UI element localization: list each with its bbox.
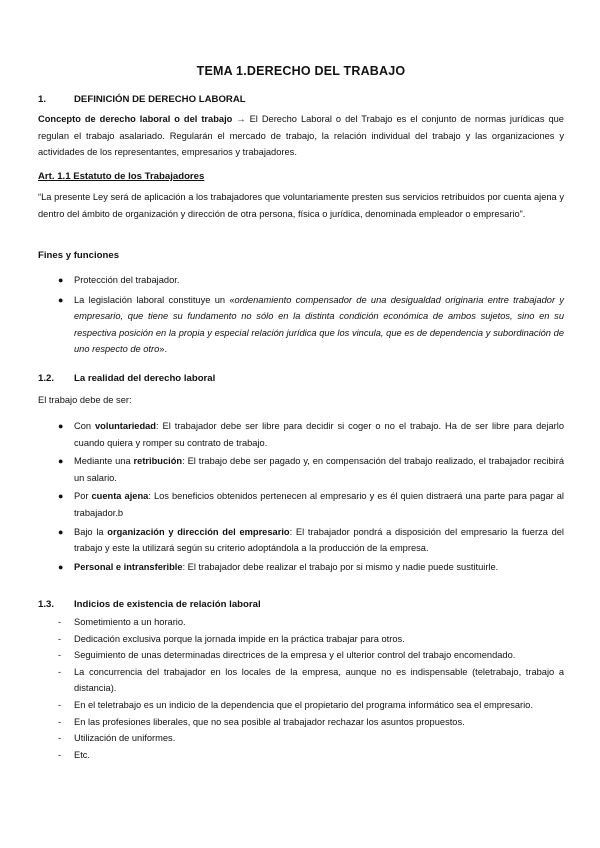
dash-icon: - bbox=[58, 617, 62, 627]
bullet-icon: ● bbox=[58, 561, 64, 572]
list-item: - Utilización de uniformes. bbox=[38, 730, 564, 747]
list-item-text: Protección del trabajador. bbox=[74, 275, 180, 285]
list-item: - La concurrencia del trabajador en los locales de la empresa, aunque no es indispensable (teletrabajo, trabajo a distancia). bbox=[38, 664, 564, 697]
list-item: - En las profesiones liberales, que no sea posible al trabajador rechazar los asuntos propuestos. bbox=[38, 714, 564, 731]
bullet-icon: ● bbox=[58, 526, 64, 537]
list-item: - Dedicación exclusiva porque la jornada impide en la práctica trabajar para otros. bbox=[38, 631, 564, 648]
concept-label: Concepto de derecho laboral o del trabajo bbox=[38, 114, 233, 124]
indicators-list bbox=[38, 614, 564, 763]
list-item: ● Mediante una retribución: El trabajo debe ser pagado y, en compensación del trabajo realizado, el trabajador recibirá un salario. bbox=[38, 453, 564, 486]
bullet-icon: ● bbox=[58, 456, 64, 467]
list-item: ● Personal e intransferible: El trabajador debe realizar el trabajo por si mismo y nadie puede sustituirle. bbox=[38, 559, 564, 576]
dash-icon: - bbox=[58, 699, 62, 710]
art-quote: “La presente Ley será de aplicación a los trabajadores que voluntariamente presten sus servicios retribuidos por cuenta ajena y dentro del ámbito de organización y dirección de otra persona, física o jurídica, denominada empleador o empresario”. bbox=[38, 192, 564, 219]
list-item bbox=[38, 272, 564, 289]
list-item-quote: ordenamiento compensador de una desigualdad originaria entre trabajador y empresario, que tiene su fundamento no sólo en la distinta condición económica de ambos sujetos, sino en su respectiva posición en la propia y especial relación jurídica que los vincula, que es de dependencia y subordinación de uno respecto de otro bbox=[74, 294, 564, 355]
list-item-text: ». bbox=[159, 344, 168, 355]
list-item: ● Por cuenta ajena: Los beneficios obtenidos pertenecen al empresario y es él quien distraerá una parte para pagar al trabajador.b bbox=[38, 488, 564, 521]
fines-heading: Fines y funciones bbox=[38, 250, 120, 261]
list-item: - Etc. bbox=[38, 747, 564, 764]
dash-icon: - bbox=[58, 733, 62, 744]
concept-text: El Derecho Laboral o del Trabajo es el conjunto de normas jurídicas que regulan el trabajo asalariado. Regularán el mercado de trabajo, la relación individual del trabajo y las organizaciones y actividades de los representantes, empresarios y trabajadores. bbox=[38, 114, 564, 158]
bullet-icon: ● bbox=[58, 275, 64, 285]
bullet-icon: ● bbox=[58, 421, 64, 431]
list-item: ● Bajo la organización y dirección del empresario: El trabajador pondrá a disposición del empresario la fuerza del trabajo y este la utilizará según su criterio adoptándola a la producción de la empresa. bbox=[38, 524, 564, 557]
dash-icon: - bbox=[58, 666, 62, 677]
section-number: 1.2. bbox=[38, 373, 55, 384]
list-item: - En el teletrabajo es un indicio de la dependencia que el propietario del programa informático sea el empresario. bbox=[38, 697, 564, 714]
section-1-3-heading bbox=[38, 599, 564, 610]
section-title: Indicios de existencia de relación laboral bbox=[74, 599, 261, 610]
list-item: ● Con voluntariedad: El trabajador debe ser libre para decidir si coger o no el trabajo. Ha de ser libre para dejarlo cuando quiera y romper su contrato de trabajo. bbox=[38, 418, 564, 451]
section-1-heading bbox=[38, 94, 564, 105]
dash-icon: - bbox=[58, 749, 62, 760]
list-item: - Sometimiento a un horario. bbox=[38, 614, 564, 631]
section-1-2-intro: El trabajo debe de ser: bbox=[38, 395, 132, 405]
fines-list bbox=[38, 272, 564, 358]
arrow-icon: → bbox=[236, 114, 246, 124]
section-number: 1. bbox=[38, 94, 47, 105]
list-item-text: La legislación laboral constituye un « bbox=[74, 294, 235, 305]
dash-icon: - bbox=[58, 633, 62, 644]
dash-icon: - bbox=[58, 716, 62, 727]
list-item: - Seguimiento de unas determinadas directrices de la empresa y el ulterior control del trabajo encomendado. bbox=[38, 647, 564, 664]
list-item bbox=[38, 292, 564, 358]
art-heading: Art. 1.1 Estatuto de los Trabajadores bbox=[38, 171, 205, 182]
page-title: TEMA 1.DERECHO DEL TRABAJO bbox=[196, 64, 406, 78]
work-characteristics-list bbox=[38, 418, 564, 575]
concept-paragraph bbox=[38, 111, 564, 161]
bullet-icon: ● bbox=[58, 491, 64, 502]
section-number: 1.3. bbox=[38, 599, 55, 610]
section-title: DEFINICIÓN DE DERECHO LABORAL bbox=[74, 94, 246, 105]
section-1-2-heading bbox=[38, 373, 564, 384]
bullet-icon: ● bbox=[58, 294, 64, 305]
section-title: La realidad del derecho laboral bbox=[74, 373, 216, 384]
dash-icon: - bbox=[58, 650, 62, 661]
